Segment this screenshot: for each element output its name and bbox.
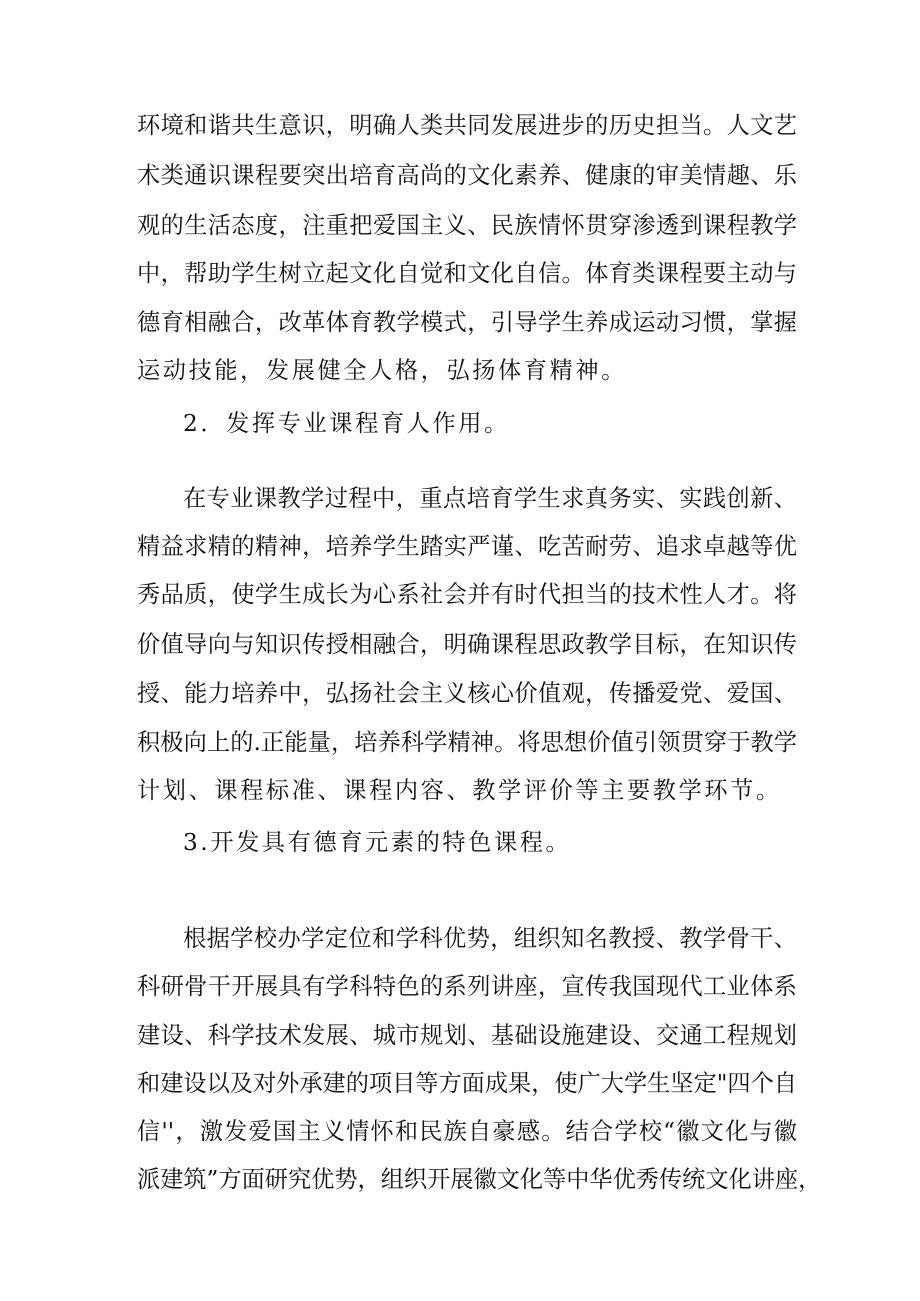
paragraph-1-line-4: 中，帮助学生树立起文化自觉和文化自信。体育类课程要主动与 (137, 260, 797, 287)
paragraph-2-line-5: 授、能力培养中，弘扬社会主义核心价值观，传播爱党、爱国、 (137, 680, 797, 707)
paragraph-1-line-5: 德育相融合，改革体育教学模式，引导学生养成运动习惯，掌握 (137, 309, 797, 336)
section-heading-3: 3.开发具有德育元素的特色课程。 (183, 829, 572, 856)
paragraph-2-line-2: 精益求精的精神，培养学生踏实严谨、吃苦耐劳、追求卓越等优 (137, 533, 797, 560)
paragraph-3-line-2: 科研骨干开展具有学科特色的系列讲座，宣传我国现代工业体系 (137, 973, 797, 1000)
paragraph-3-line-4: 和建设以及对外承建的项目等方面成果，使广大学生坚定"四个自 (137, 1070, 797, 1097)
paragraph-2-line-1: 在专业课教学过程中，重点培育学生求真务实、实践创新、 (183, 485, 797, 512)
paragraph-1-line-2: 术类通识课程要突出培育高尚的文化素养、健康的审美情趣、乐 (137, 162, 797, 189)
paragraph-2-line-6: 积极向上的.正能量，培养科学精神。将思想价值引领贯穿于教学 (137, 729, 797, 756)
paragraph-2-line-4: 价值导向与知识传授相融合，明确课程思政教学目标，在知识传 (137, 631, 797, 658)
paragraph-1-line-1: 环境和谐共生意识，明确人类共同发展进步的历史担当。人文艺 (137, 112, 797, 139)
paragraph-3-line-6: 派建筑”方面研究优势，组织开展徽文化等中华优秀传统文化讲座， (137, 1166, 822, 1193)
paragraph-1-line-3: 观的生活态度，注重把爱国主义、民族情怀贯穿渗透到课程教学 (137, 212, 797, 239)
paragraph-3-line-5: 信''，激发爱国主义情怀和民族自豪感。结合学校“徽文化与徽 (137, 1118, 797, 1145)
section-heading-2: 2．发挥专业课程育人作用。 (183, 410, 510, 437)
paragraph-3-line-3: 建设、科学技术发展、城市规划、基础设施建设、交通工程规划 (137, 1022, 797, 1049)
paragraph-1-line-6: 运动技能，发展健全人格，弘扬体育精神。 (137, 357, 627, 384)
paragraph-3-line-1: 根据学校办学定位和学科优势，组织知名教授、教学骨干、 (183, 925, 797, 952)
paragraph-2-line-7: 计划、课程标准、课程内容、教学评价等主要教学环节。 (137, 777, 782, 804)
paragraph-2-line-3: 秀品质，使学生成长为心系社会并有时代担当的技术性人才。将 (137, 581, 797, 608)
